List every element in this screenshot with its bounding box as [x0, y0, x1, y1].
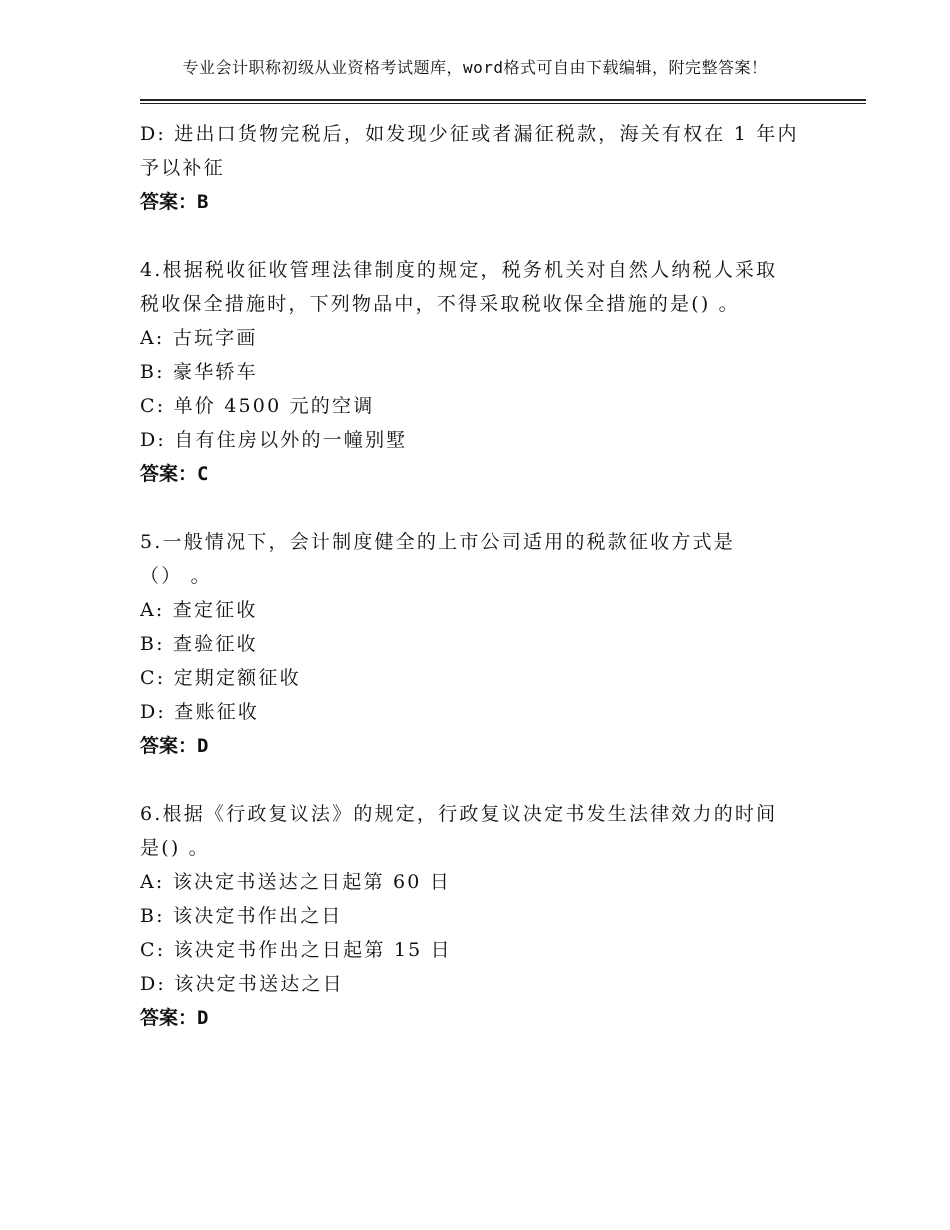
option-a: A: 古玩字画	[140, 327, 258, 349]
answer-label: 答案：B	[140, 191, 209, 213]
option-b: B: 查验征收	[140, 633, 258, 655]
option-c: C: 定期定额征收	[140, 667, 301, 689]
spacer	[140, 763, 830, 797]
option-d: D: 自有住房以外的一幢别墅	[140, 429, 408, 451]
question-fragment	[140, 117, 830, 219]
question-content	[140, 117, 830, 1035]
page-header: 专业会计职称初级从业资格考试题库，word格式可自由下载编辑，附完整答案！	[182, 58, 768, 77]
option-a: A: 该决定书送达之日起第 60 日	[140, 871, 452, 893]
question-stem-continued: 税收保全措施时，下列物品中，不得采取税收保全措施的是() 。	[140, 293, 740, 315]
option-c: C: 该决定书作出之日起第 15 日	[140, 939, 452, 961]
option-a: A: 查定征收	[140, 599, 258, 621]
question-4	[140, 253, 830, 491]
header-rule-thick	[140, 99, 866, 101]
option-b: B: 豪华轿车	[140, 361, 258, 383]
spacer	[140, 491, 830, 525]
option-d: D: 进出口货物完税后，如发现少征或者漏征税款，海关有权在 1 年内	[140, 123, 799, 145]
answer-label: 答案：D	[140, 1007, 209, 1029]
spacer	[140, 219, 830, 253]
option-d: D: 该决定书送达之日	[140, 973, 344, 995]
question-stem-continued: （） 。	[140, 565, 212, 587]
header-rule-thin	[140, 103, 866, 104]
question-stem-continued: 是() 。	[140, 837, 210, 859]
question-5	[140, 525, 830, 763]
option-b: B: 该决定书作出之日	[140, 905, 343, 927]
option-d: D: 查账征收	[140, 701, 260, 723]
question-stem: 5.一般情况下，会计制度健全的上市公司适用的税款征收方式是	[140, 531, 735, 553]
answer-label: 答案：D	[140, 735, 209, 757]
question-stem: 6.根据《行政复议法》的规定，行政复议决定书发生法律效力的时间	[140, 803, 778, 825]
question-6	[140, 797, 830, 1035]
question-stem: 4.根据税收征收管理法律制度的规定，税务机关对自然人纳税人采取	[140, 259, 778, 281]
option-c: C: 单价 4500 元的空调	[140, 395, 375, 417]
answer-label: 答案：C	[140, 463, 209, 485]
option-d-continued: 予以补征	[140, 157, 225, 179]
